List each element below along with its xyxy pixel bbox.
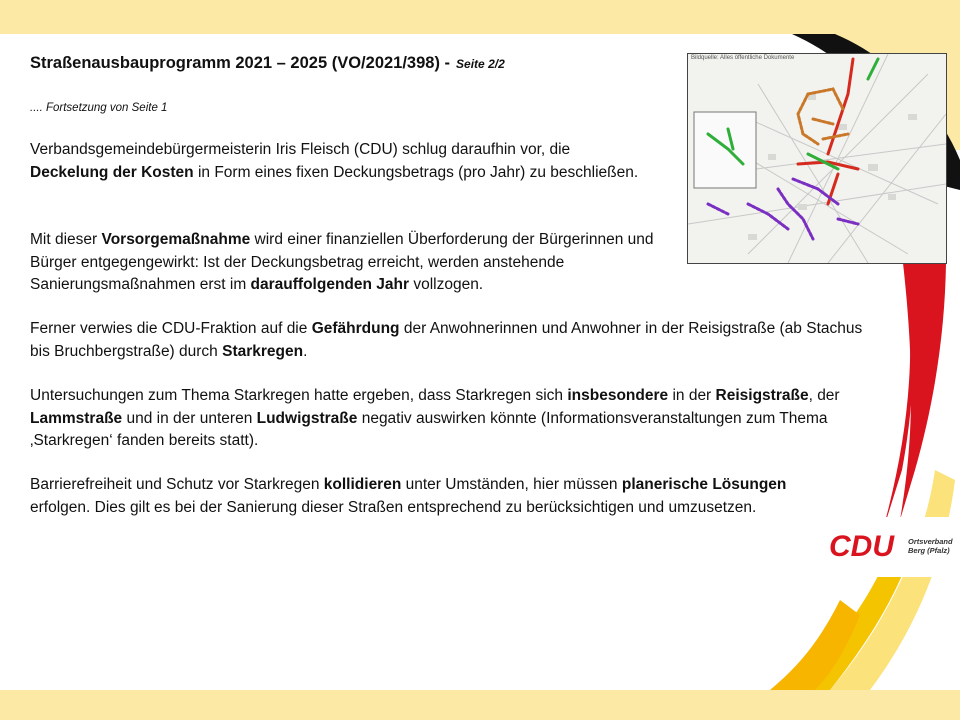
body-text: Untersuchungen zum Thema Starkregen hatte ergeben, dass Starkregen sich	[30, 387, 568, 404]
body-text: negativ auswirken könnte (Informationsveranstaltungen zum Thema ‚Starkregen‘ fanden bereits statt).	[30, 409, 828, 449]
body-text: und in der unteren	[122, 409, 257, 427]
paragraph-4	[30, 385, 890, 453]
body-text: , der	[808, 387, 840, 404]
emphasis-text: darauffolgenden Jahr	[250, 276, 410, 293]
body-text: vollzogen.	[409, 276, 484, 293]
body-text: erfolgen. Dies gilt es bei der Sanierung dieser Straßen entsprechend zu berücksichtigen und umzusetzen.	[30, 498, 757, 516]
body-text: Mit dieser	[30, 231, 102, 248]
emphasis-text: Reisigstraße	[715, 387, 809, 404]
paragraph-2	[30, 229, 690, 297]
body-text: Verbandsgemeindebürgermeisterin Iris Fleisch (CDU) schlug daraufhin vor, die	[30, 141, 571, 158]
emphasis-text: kollidieren	[323, 476, 402, 493]
emphasis-text: insbesondere	[567, 387, 669, 404]
title-page-number: Seite 2/2	[456, 57, 505, 71]
body-text: Ferner verwies die CDU-Fraktion auf die	[30, 320, 312, 337]
body-text: der Anwohnerinnen und Anwohner in der Reisigstraße (ab Stachus bis Bruchbergstraße) durch	[30, 320, 863, 360]
paragraph-5	[30, 474, 790, 519]
emphasis-text: Ludwigstraße	[256, 409, 358, 427]
emphasis-text: planerische Lösungen	[621, 476, 787, 493]
emphasis-text: Gefährdung	[311, 320, 400, 337]
emphasis-text: Starkregen	[222, 342, 304, 360]
cdu-logo	[823, 517, 960, 577]
street-map-image	[687, 53, 947, 264]
body-text: in der	[668, 387, 716, 404]
body-text: unter Umständen, hier müssen	[401, 476, 622, 493]
title-main: Straßenausbauprogramm 2021 – 2025 (VO/2021/398) -	[30, 54, 451, 72]
emphasis-text: Lammstraße	[30, 409, 123, 427]
continuation-note: .... Fortsetzung von Seite 1	[30, 102, 168, 114]
emphasis-text: Vorsorgemaßnahme	[101, 231, 251, 248]
body-text: Barrierefreiheit und Schutz vor Starkregen	[30, 476, 324, 493]
body-text: .	[303, 342, 308, 360]
logo-line-2: Berg (Pfalz)	[908, 546, 950, 555]
emphasis-text: Deckelung der Kosten	[30, 163, 194, 181]
paragraph-1	[30, 139, 650, 184]
paragraph-3	[30, 318, 870, 363]
page-title	[30, 54, 505, 73]
street-map-drawing	[688, 54, 946, 263]
logo-subtitle	[908, 537, 953, 555]
logo-line-1: Ortsverband	[908, 537, 953, 546]
logo-wordmark: CDU	[829, 530, 894, 563]
body-text: wird einer finanziellen Überforderung der Bürgerinnen und Bürger entgegengewirkt: Ist der Deckungsbetrag erreicht, werden anstehende Sanierungsmaßnahmen erst im	[30, 231, 654, 293]
body-text: in Form eines fixen Deckungsbetrags (pro Jahr) zu beschließen.	[193, 163, 639, 181]
map-caption: Bildquelle: Alles öffentliche Dokumente	[691, 55, 795, 61]
